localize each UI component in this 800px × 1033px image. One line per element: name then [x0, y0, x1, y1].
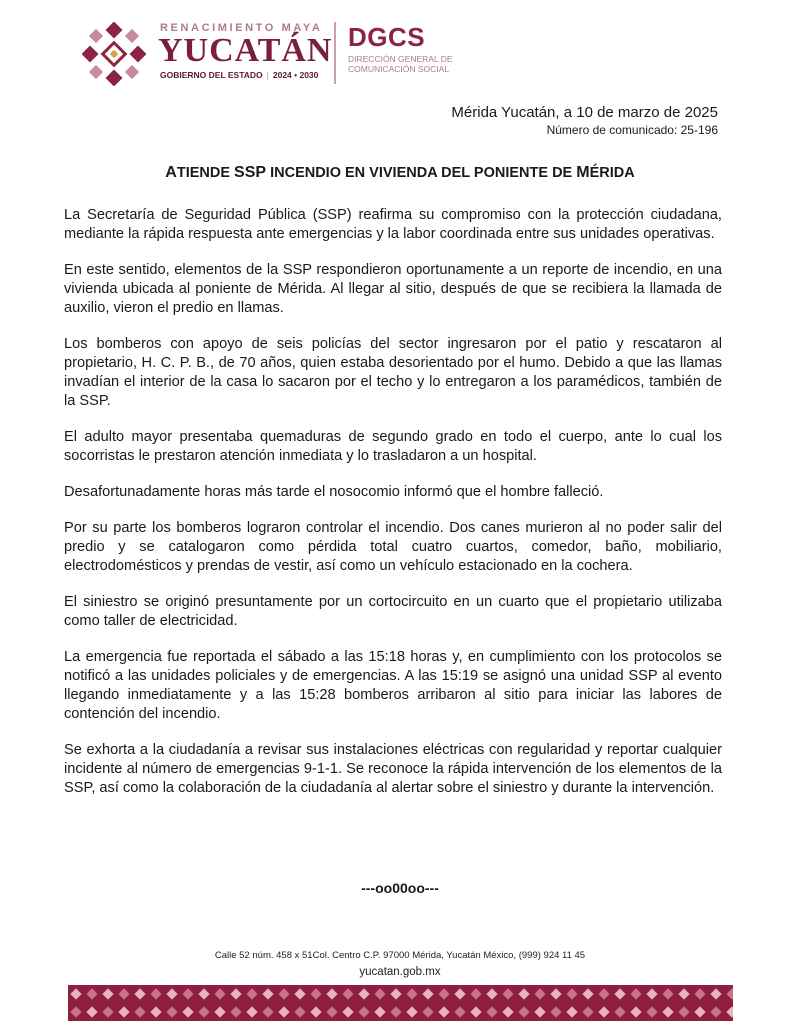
pattern-diamond	[598, 988, 609, 999]
pattern-diamond	[502, 988, 513, 999]
pattern-diamond	[294, 988, 305, 999]
pattern-diamond	[262, 988, 273, 999]
pattern-diamond	[454, 1006, 465, 1017]
department-name-line1: DIRECCIÓN GENERAL DE	[348, 54, 453, 64]
pattern-diamond	[406, 988, 417, 999]
pattern-diamond	[694, 988, 705, 999]
press-release-body	[64, 206, 722, 815]
pattern-diamond	[86, 988, 97, 999]
pattern-diamond	[502, 1006, 513, 1017]
department-acronym: DGCS	[348, 22, 426, 52]
pattern-diamond	[166, 1006, 177, 1017]
body-paragraph: Por su parte los bomberos lograron controlar el incendio. Dos canes murieron al no poder salir del predio y se catalogaron como pérdida total cuatro cuartos, comedor, baño, mobiliario, electrodomésticos y prendas de vestir, así como un vehículo estacionado en la cochera.	[64, 520, 722, 574]
pattern-diamond	[214, 1006, 225, 1017]
pattern-diamond	[326, 988, 337, 999]
pattern-diamond	[374, 988, 385, 999]
body-paragraph: Los bomberos con apoyo de seis policías del sector ingresaron por el patio y rescataron al propietario, H. C. P. B., de 70 años, quien estaba desorientado por el humo. Debido a que las llamas invadían el interior de la casa lo sacaron por el techo y lo entregaron a los paramédicos, también de la SSP.	[64, 336, 722, 409]
pattern-diamond	[646, 1006, 657, 1017]
pattern-diamond	[406, 1006, 417, 1017]
pattern-diamond	[454, 988, 465, 999]
pattern-diamond	[710, 988, 721, 999]
pattern-diamond	[486, 1006, 497, 1017]
pattern-diamond	[310, 988, 321, 999]
logo-tagline: RENACIMIENTO MAYA	[160, 22, 323, 34]
pattern-diamond	[134, 988, 145, 999]
pattern-diamond	[166, 988, 177, 999]
pattern-diamond	[678, 1006, 689, 1017]
title-word: INCENDIO EN VIVIENDA DEL PONIENTE DE	[270, 165, 573, 181]
pattern-diamond	[358, 988, 369, 999]
pattern-diamond	[422, 1006, 433, 1017]
pattern-diamond	[70, 1006, 81, 1017]
pattern-diamond	[310, 1006, 321, 1017]
pattern-diamond	[438, 988, 449, 999]
pattern-diamond	[278, 988, 289, 999]
body-paragraph: El adulto mayor presentaba quemaduras de segundo grado en todo el cuerpo, ante lo cual los socorristas le prestaron atención inmediata y lo trasladaron a un hospital.	[64, 429, 722, 464]
pattern-diamond	[198, 1006, 209, 1017]
body-paragraph: Se exhorta a la ciudadanía a revisar sus instalaciones eléctricas con regularidad y reportar cualquier incidente al número de emergencias 9-1-1. Se reconoce la rápida intervención de los elementos de la SSP, así como la colaboración de la ciudadanía al alertar sobre el siniestro y durante la intervención.	[64, 742, 722, 796]
pattern-diamond	[518, 1006, 529, 1017]
pattern-diamond	[614, 1006, 625, 1017]
body-paragraph: La emergencia fue reportada el sábado a las 15:18 horas y, en cumplimiento con los protocolos se notificó a las unidades policiales y de emergencias. A las 15:19 se asignó una unidad SSP al evento llegando inmediatamente y a las 15:28 bomberos arribaron al sitio para iniciar las labores de contención del incendio.	[64, 649, 722, 722]
pattern-diamond	[390, 988, 401, 999]
pattern-diamond	[566, 1006, 577, 1017]
pattern-diamond	[198, 988, 209, 999]
letterhead	[82, 18, 482, 88]
pattern-diamond	[422, 988, 433, 999]
pattern-diamond	[726, 1006, 733, 1017]
logo-government: GOBIERNO DEL ESTADO | 2024 • 2030	[160, 70, 319, 80]
logo-government-label: GOBIERNO DEL ESTADO	[160, 70, 263, 80]
pattern-diamond	[102, 1006, 113, 1017]
press-release-title	[0, 164, 800, 182]
pattern-diamond	[614, 988, 625, 999]
pattern-diamond	[230, 1006, 241, 1017]
pattern-diamond	[150, 1006, 161, 1017]
department-name-line2: COMUNICACIÓN SOCIAL	[348, 64, 450, 74]
footer-website[interactable]: yucatan.gob.mx	[359, 966, 441, 978]
pattern-diamond	[630, 988, 641, 999]
pattern-diamond	[134, 1006, 145, 1017]
pattern-diamond	[374, 1006, 385, 1017]
pattern-diamond	[694, 1006, 705, 1017]
pattern-diamond	[550, 988, 561, 999]
header-divider	[334, 22, 336, 84]
release-number: Número de comunicado: 25-196	[546, 123, 718, 137]
pattern-diamond	[182, 1006, 193, 1017]
title-word: ÉRIDA	[589, 165, 635, 181]
pattern-diamond	[534, 988, 545, 999]
pattern-diamond	[182, 988, 193, 999]
pattern-diamond	[262, 1006, 273, 1017]
pattern-diamond	[470, 988, 481, 999]
pattern-diamond	[214, 988, 225, 999]
body-paragraph: El siniestro se originó presuntamente por un cortocircuito en un cuarto que el propietario utilizaba como taller de electricidad.	[64, 594, 722, 629]
decorative-pattern-band	[68, 985, 733, 1021]
pattern-svg	[68, 985, 733, 1021]
pattern-diamond	[230, 988, 241, 999]
pattern-diamond	[662, 1006, 673, 1017]
closing-mark: ---oo00oo---	[361, 880, 439, 896]
pattern-diamond	[678, 988, 689, 999]
pattern-diamond	[726, 988, 733, 999]
pattern-diamond	[518, 988, 529, 999]
pattern-diamond	[150, 988, 161, 999]
pattern-diamond	[630, 1006, 641, 1017]
pattern-diamond	[102, 988, 113, 999]
department-name	[348, 54, 478, 74]
release-date: Mérida Yucatán, a 10 de marzo de 2025	[451, 104, 718, 121]
title-word: TIENDE	[176, 165, 231, 181]
body-paragraph: La Secretaría de Seguridad Pública (SSP) reafirma su compromiso con la protección ciudadana, mediante la rápida respuesta ante emergencias y la labor coordinada entre sus unidades operativas.	[64, 207, 722, 242]
pattern-diamond	[246, 988, 257, 999]
pattern-diamond	[342, 1006, 353, 1017]
pattern-diamond	[70, 988, 81, 999]
pattern-diamond	[582, 1006, 593, 1017]
body-paragraph: Desafortunadamente horas más tarde el nosocomio informó que el hombre falleció.	[64, 484, 604, 500]
pattern-diamond	[246, 1006, 257, 1017]
pattern-diamond	[662, 988, 673, 999]
pattern-diamond	[278, 1006, 289, 1017]
pattern-diamond	[86, 1006, 97, 1017]
pattern-diamond	[294, 1006, 305, 1017]
pattern-diamond	[326, 1006, 337, 1017]
pattern-diamond	[710, 1006, 721, 1017]
footer-address: Calle 52 núm. 458 x 51Col. Centro C.P. 97000 Mérida, Yucatán México, (999) 924 11 45	[214, 950, 586, 961]
pattern-diamond	[598, 1006, 609, 1017]
pattern-diamond	[582, 988, 593, 999]
title-initial: A	[165, 164, 177, 181]
pattern-diamond	[470, 1006, 481, 1017]
title-initial: M	[576, 164, 590, 181]
pattern-diamond	[118, 1006, 129, 1017]
pattern-diamond	[358, 1006, 369, 1017]
pattern-diamond	[550, 1006, 561, 1017]
pattern-diamond	[118, 988, 129, 999]
pattern-diamond	[342, 988, 353, 999]
pattern-diamond	[566, 988, 577, 999]
yucatan-logo-mark	[82, 22, 146, 86]
pattern-diamond	[390, 1006, 401, 1017]
dateline	[451, 104, 718, 137]
logo-state-name: YUCATÁN	[158, 32, 333, 69]
body-paragraph: En este sentido, elementos de la SSP respondieron oportunamente a un reporte de incendio, en una vivienda ubicada al poniente de Mérida. Al llegar al sitio, después de que se recibiera la llamada de auxilio, vieron el predio en llamas.	[64, 262, 722, 316]
pattern-diamond	[438, 1006, 449, 1017]
pattern-diamond	[534, 1006, 545, 1017]
pattern-diamond	[486, 988, 497, 999]
title-acronym: SSP	[234, 164, 267, 181]
pattern-diamond	[646, 988, 657, 999]
logo-years: 2024 • 2030	[272, 70, 319, 80]
